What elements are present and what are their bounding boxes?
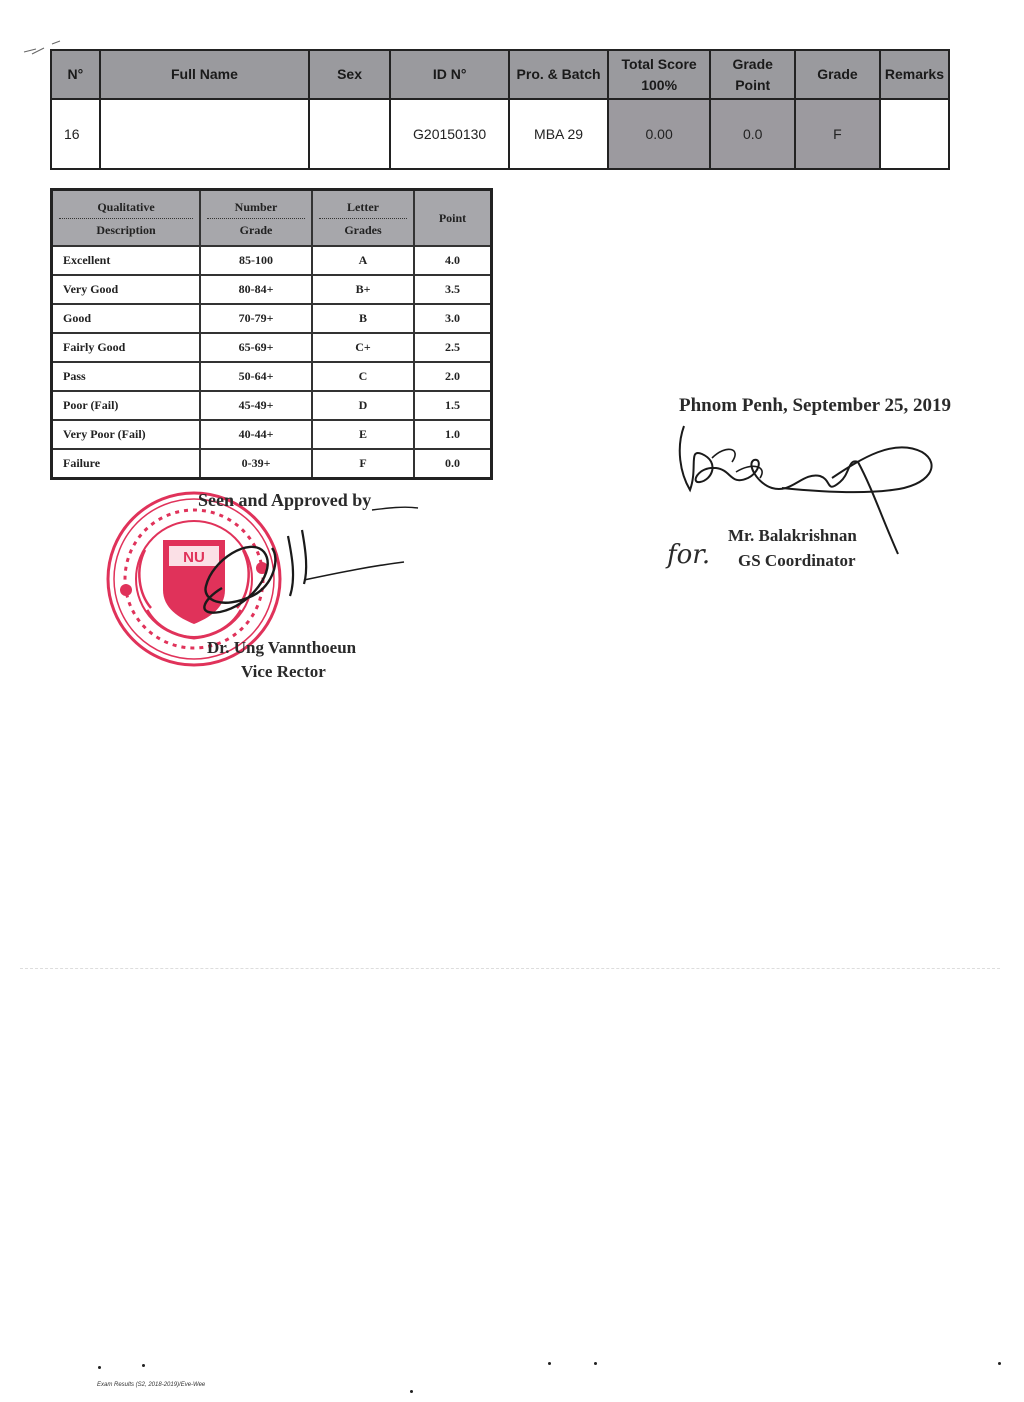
scale-number: 80-84+ bbox=[200, 275, 312, 304]
scale-number: 45-49+ bbox=[200, 391, 312, 420]
header-no: N° bbox=[51, 50, 100, 99]
scale-point: 3.0 bbox=[414, 304, 492, 333]
cell-program-batch: MBA 29 bbox=[509, 99, 608, 169]
date-line: Phnom Penh, September 25, 2019 bbox=[679, 395, 951, 416]
header-grade-point-sub: Point bbox=[735, 76, 771, 93]
scan-dot bbox=[594, 1362, 597, 1365]
scale-description: Pass bbox=[52, 362, 201, 391]
scale-header-number bbox=[200, 190, 312, 247]
results-row bbox=[51, 99, 949, 169]
header-remarks: Remarks bbox=[880, 50, 949, 99]
scale-header-number-bottom: Grade bbox=[239, 222, 273, 237]
header-program-batch: Pro. & Batch bbox=[509, 50, 608, 99]
cell-grade: F bbox=[795, 99, 880, 169]
scale-row bbox=[52, 275, 492, 304]
header-grade-point-label: Grade bbox=[732, 55, 773, 72]
scan-dot bbox=[548, 1362, 551, 1365]
scan-dot bbox=[410, 1390, 413, 1393]
grading-scale-table bbox=[50, 188, 493, 480]
scale-header-point: Point bbox=[414, 190, 492, 247]
scale-number: 85-100 bbox=[200, 246, 312, 275]
results-header-row bbox=[51, 50, 949, 99]
scale-header-letter-top: Letter bbox=[319, 196, 407, 219]
scale-header-description-top: Qualitative bbox=[59, 196, 193, 219]
cell-total-score: 0.00 bbox=[608, 99, 710, 169]
cell-full-name bbox=[100, 99, 309, 169]
scan-dot bbox=[98, 1366, 101, 1369]
cell-grade-point: 0.0 bbox=[710, 99, 795, 169]
cell-id: G20150130 bbox=[390, 99, 509, 169]
header-total-score-sub: 100% bbox=[641, 76, 678, 93]
scale-description: Poor (Fail) bbox=[52, 391, 201, 420]
header-id: ID N° bbox=[390, 50, 509, 99]
scale-description: Fairly Good bbox=[52, 333, 201, 362]
scale-row bbox=[52, 304, 492, 333]
coordinator-name: Mr. Balakrishnan bbox=[728, 526, 857, 545]
scale-point: 4.0 bbox=[414, 246, 492, 275]
scale-number: 70-79+ bbox=[200, 304, 312, 333]
scale-description: Very Poor (Fail) bbox=[52, 420, 201, 449]
scale-letter: B bbox=[312, 304, 414, 333]
seal-monogram: NU bbox=[183, 549, 205, 566]
scale-header-letter bbox=[312, 190, 414, 247]
vice-rector-name: Dr. Ung Vannthoeun bbox=[207, 638, 357, 657]
vice-rector-signature bbox=[192, 500, 422, 625]
scale-header-number-top: Number bbox=[207, 196, 305, 219]
scan-dot bbox=[142, 1364, 145, 1367]
scale-row bbox=[52, 333, 492, 362]
header-total-score-label: Total Score bbox=[621, 55, 697, 72]
scale-number: 65-69+ bbox=[200, 333, 312, 362]
scale-point: 3.5 bbox=[414, 275, 492, 304]
scale-letter: B+ bbox=[312, 275, 414, 304]
cell-remarks bbox=[880, 99, 949, 169]
footer-note: Exam Results (S2, 2018-2019)/Eve-Wee bbox=[97, 1382, 206, 1388]
scale-number: 40-44+ bbox=[200, 420, 312, 449]
scale-row bbox=[52, 246, 492, 275]
scale-point: 2.0 bbox=[414, 362, 492, 391]
coordinator-title: GS Coordinator bbox=[738, 551, 856, 570]
scale-letter: F bbox=[312, 449, 414, 479]
scale-point: 1.5 bbox=[414, 391, 492, 420]
scale-header-letter-bottom: Grades bbox=[344, 222, 382, 237]
scale-row bbox=[52, 420, 492, 449]
scale-letter: E bbox=[312, 420, 414, 449]
vice-rector-title: Vice Rector bbox=[241, 662, 326, 681]
cell-sex bbox=[309, 99, 390, 169]
scale-header-description bbox=[52, 190, 201, 247]
scale-point: 0.0 bbox=[414, 449, 492, 479]
scale-letter: C bbox=[312, 362, 414, 391]
scale-letter: A bbox=[312, 246, 414, 275]
cell-no: 16 bbox=[51, 99, 100, 169]
scale-description: Very Good bbox=[52, 275, 201, 304]
scale-row bbox=[52, 362, 492, 391]
scale-row bbox=[52, 449, 492, 479]
scale-letter: D bbox=[312, 391, 414, 420]
scale-row bbox=[52, 391, 492, 420]
scale-description: Excellent bbox=[52, 246, 201, 275]
approval-label: Seen and Approved by bbox=[198, 490, 372, 510]
scale-number: 50-64+ bbox=[200, 362, 312, 391]
for-mark: for. bbox=[667, 540, 711, 570]
results-table bbox=[50, 49, 950, 170]
header-grade: Grade bbox=[795, 50, 880, 99]
header-full-name: Full Name bbox=[100, 50, 309, 99]
header-grade-point bbox=[710, 50, 795, 99]
header-total-score bbox=[608, 50, 710, 99]
scale-header-description-bottom: Description bbox=[96, 222, 156, 237]
scale-description: Failure bbox=[52, 449, 201, 479]
scale-letter: C+ bbox=[312, 333, 414, 362]
scan-dot bbox=[998, 1362, 1001, 1365]
scale-number: 0-39+ bbox=[200, 449, 312, 479]
scale-point: 1.0 bbox=[414, 420, 492, 449]
scale-header-row bbox=[52, 190, 492, 247]
scale-point: 2.5 bbox=[414, 333, 492, 362]
header-sex: Sex bbox=[309, 50, 390, 99]
page-fold-line bbox=[20, 968, 1000, 969]
scale-description: Good bbox=[52, 304, 201, 333]
